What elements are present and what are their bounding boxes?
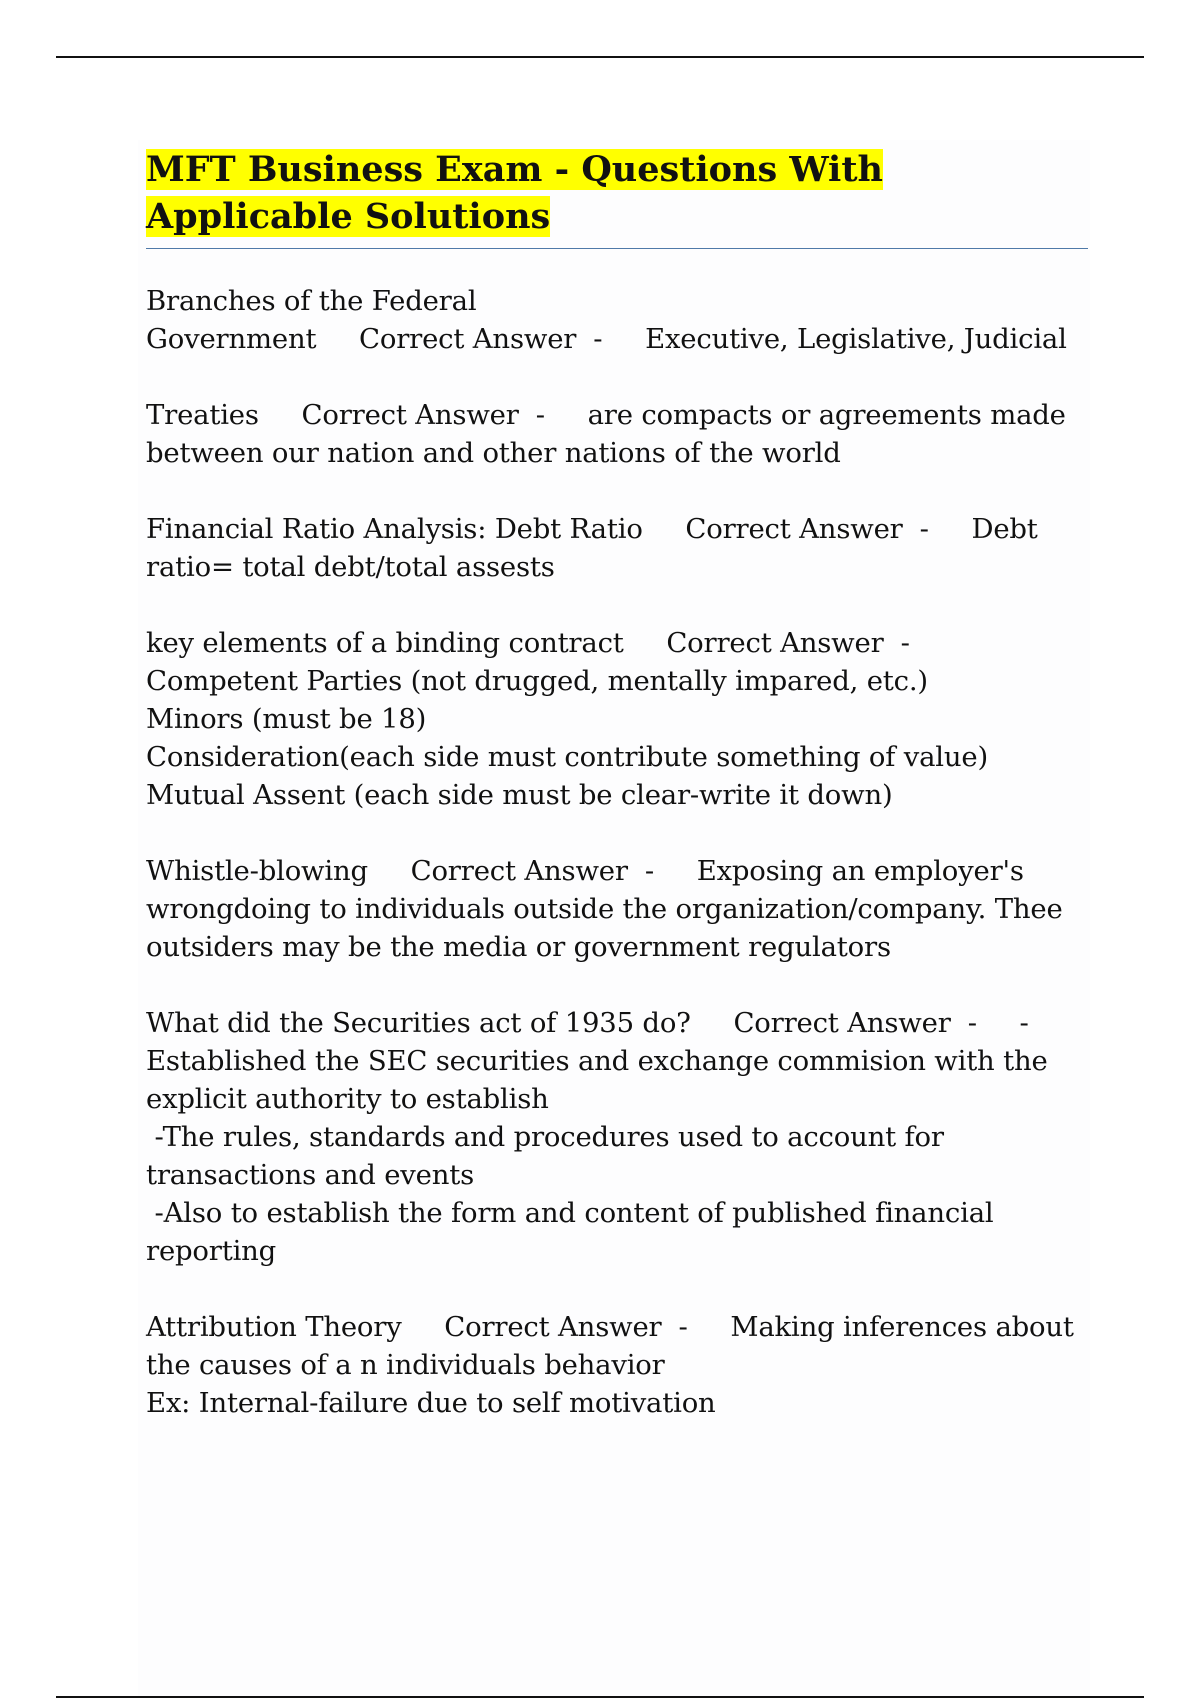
question-text: Treaties (146, 399, 259, 431)
header-rule (56, 56, 1144, 58)
answer-text: Ex: Internal-failure due to self motivation (146, 1387, 716, 1419)
qa-item (146, 1004, 1092, 1270)
qa-item (146, 510, 1092, 586)
answer-text: Making inferences about the causes of a n individuals behavior (146, 1311, 1083, 1381)
footer-rule (56, 1696, 1144, 1698)
correct-answer-label: Correct Answer - (623, 627, 953, 659)
question-text: Whistle-blowing (146, 855, 368, 887)
answer-text: Competent Parties (not drugged, mentally impared, etc.) (146, 665, 928, 697)
answer-text: Consideration(each side must contribute something of value) (146, 741, 989, 773)
qa-item (146, 1308, 1092, 1422)
answer-text: Executive, Legislative, Judicial (645, 323, 1067, 355)
qa-list (146, 282, 1092, 1460)
correct-answer-label: Correct Answer - (401, 1311, 731, 1343)
answer-text: -Also to establish the form and content of published financial reporting (146, 1197, 1003, 1267)
question-text: Financial Ratio Analysis: Debt Ratio (146, 513, 643, 545)
qa-item (146, 852, 1092, 966)
answer-text: Debt ratio= total debt/total assests (146, 513, 1047, 583)
correct-answer-label: Correct Answer - (258, 399, 588, 431)
question-text: Branches of the Federal Government (146, 285, 485, 355)
qa-item (146, 624, 1092, 814)
title-underline (146, 248, 1088, 249)
title-block (146, 146, 1092, 240)
answer-text: -The rules, standards and procedures used to account for transactions and events (146, 1121, 953, 1191)
answer-text: are compacts or agreements made between our nation and other nations of the world (146, 399, 1075, 469)
correct-answer-label: Correct Answer - (690, 1007, 1020, 1039)
document-title: MFT Business Exam - Questions With Applicable Solutions (146, 149, 883, 237)
correct-answer-label: Correct Answer - (642, 513, 972, 545)
question-text: key elements of a binding contract (146, 627, 624, 659)
qa-item (146, 396, 1092, 472)
correct-answer-label: Correct Answer - (367, 855, 697, 887)
answer-text: Exposing an employer's wrongdoing to individuals outside the organization/company. Thee outsiders may be the media or government regulators (146, 855, 1072, 963)
qa-item (146, 282, 1092, 358)
question-text: What did the Securities act of 1935 do? (146, 1007, 691, 1039)
answer-text: Mutual Assent (each side must be clear-write it down) (146, 779, 893, 811)
question-text: Attribution Theory (146, 1311, 402, 1343)
answer-text: - Established the SEC securities and exchange commision with the explicit authority to establish (146, 1007, 1057, 1115)
answer-text: Minors (must be 18) (146, 703, 427, 735)
correct-answer-label: Correct Answer - (316, 323, 646, 355)
